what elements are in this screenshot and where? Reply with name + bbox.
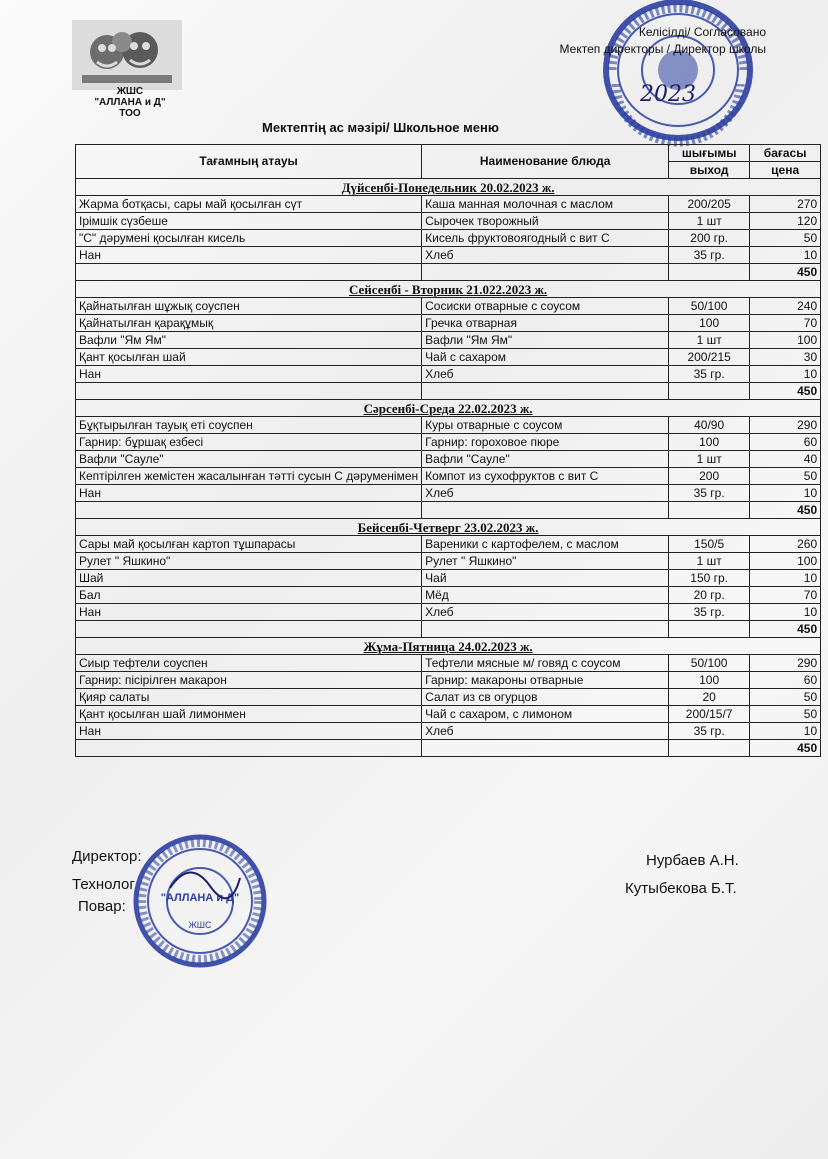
- day-total: 450: [750, 740, 821, 757]
- dish-name-kz: Ірімшік сүзбеше: [76, 213, 422, 230]
- dish-name-kz: Нан: [76, 485, 422, 502]
- dish-name-kz: Қайнатылған шұжық соуспен: [76, 298, 422, 315]
- day-title: Бейсенбі-Четверг 23.02.2023 ж.: [76, 519, 821, 536]
- menu-item-row: [76, 706, 821, 723]
- menu-item-row: [76, 689, 821, 706]
- total-blank-3: [669, 502, 750, 519]
- total-blank-1: [76, 383, 422, 400]
- menu-item-row: [76, 196, 821, 213]
- dish-yield: 35 гр.: [669, 366, 750, 383]
- dish-name-kz: Гарнир: пісірілген макарон: [76, 672, 422, 689]
- day-header-row: [76, 638, 821, 655]
- dish-name-ru: Вафли "Ям Ям": [422, 332, 669, 349]
- technolog-name: Кутыбекова Б.Т.: [625, 880, 737, 897]
- dish-yield: 100: [669, 434, 750, 451]
- dish-price: 10: [750, 247, 821, 264]
- menu-item-row: [76, 213, 821, 230]
- approval-block: [560, 24, 766, 58]
- col-price-kz: бағасы: [750, 145, 821, 162]
- menu-item-row: [76, 230, 821, 247]
- dish-name-ru: Мёд: [422, 587, 669, 604]
- dish-yield: 50/100: [669, 655, 750, 672]
- dish-name-ru: Кисель фруктовоягодный с вит С: [422, 230, 669, 247]
- menu-table: [75, 144, 821, 757]
- total-blank-1: [76, 502, 422, 519]
- dish-yield: 200 гр.: [669, 230, 750, 247]
- day-header-row: [76, 179, 821, 196]
- col-ru-name: Наименование блюда: [422, 145, 669, 179]
- total-blank-2: [422, 502, 669, 519]
- menu-item-row: [76, 315, 821, 332]
- menu-item-row: [76, 247, 821, 264]
- total-blank-1: [76, 264, 422, 281]
- menu-item-row: [76, 468, 821, 485]
- dish-name-kz: Вафли "Сауле": [76, 451, 422, 468]
- col-yield-ru: выход: [669, 162, 750, 179]
- day-title: Жұма-Пятница 24.02.2023 ж.: [76, 638, 821, 655]
- dish-name-kz: "С" дәрумені қосылған кисель: [76, 230, 422, 247]
- dish-yield: 200: [669, 468, 750, 485]
- total-blank-3: [669, 383, 750, 400]
- dish-name-ru: Куры отварные с соусом: [422, 417, 669, 434]
- dish-name-kz: Нан: [76, 366, 422, 383]
- dish-name-kz: Нан: [76, 247, 422, 264]
- dish-price: 10: [750, 604, 821, 621]
- day-total-row: [76, 621, 821, 638]
- dish-name-ru: Салат из св огурцов: [422, 689, 669, 706]
- dish-price: 70: [750, 315, 821, 332]
- total-blank-2: [422, 383, 669, 400]
- dish-name-ru: Чай с сахаром, с лимоном: [422, 706, 669, 723]
- company-logo: [72, 20, 182, 90]
- dish-price: 60: [750, 672, 821, 689]
- dish-name-kz: Қайнатылған қарақұмық: [76, 315, 422, 332]
- dish-name-kz: Бал: [76, 587, 422, 604]
- dish-yield: 200/15/7: [669, 706, 750, 723]
- total-blank-2: [422, 740, 669, 757]
- dish-name-ru: Компот из сухофруктов с вит С: [422, 468, 669, 485]
- dish-yield: 35 гр.: [669, 485, 750, 502]
- dish-name-kz: Қант қосылған шай лимонмен: [76, 706, 422, 723]
- dish-name-ru: Хлеб: [422, 247, 669, 264]
- day-title: Дүйсенбі-Понедельник 20.02.2023 ж.: [76, 179, 821, 196]
- dish-yield: 20 гр.: [669, 587, 750, 604]
- dish-name-ru: Рулет " Яшкино": [422, 553, 669, 570]
- technolog-label: Технолог: [72, 876, 135, 893]
- dish-yield: 200/205: [669, 196, 750, 213]
- menu-item-row: [76, 332, 821, 349]
- menu-item-row: [76, 536, 821, 553]
- dish-name-ru: Хлеб: [422, 485, 669, 502]
- dish-name-ru: Чай: [422, 570, 669, 587]
- dish-name-kz: Жарма ботқасы, сары май қосылған сүт: [76, 196, 422, 213]
- dish-name-kz: Рулет " Яшкино": [76, 553, 422, 570]
- dish-name-ru: Вареники с картофелем, с маслом: [422, 536, 669, 553]
- menu-item-row: [76, 298, 821, 315]
- dish-name-ru: Вафли "Сауле": [422, 451, 669, 468]
- dish-price: 60: [750, 434, 821, 451]
- day-total-row: [76, 383, 821, 400]
- dish-price: 10: [750, 723, 821, 740]
- menu-item-row: [76, 655, 821, 672]
- logo-caption: [70, 86, 190, 119]
- day-title: Сәрсенбі-Среда 22.02.2023 ж.: [76, 400, 821, 417]
- total-blank-1: [76, 740, 422, 757]
- dish-name-kz: Сиыр тефтели соуспен: [76, 655, 422, 672]
- menu-item-row: [76, 434, 821, 451]
- signature-date: 2023: [640, 82, 696, 107]
- dish-name-kz: Қант қосылған шай: [76, 349, 422, 366]
- day-total-row: [76, 264, 821, 281]
- dish-yield: 100: [669, 672, 750, 689]
- dish-price: 120: [750, 213, 821, 230]
- dish-yield: 150 гр.: [669, 570, 750, 587]
- cook-label: Повар:: [78, 898, 126, 915]
- menu-item-row: [76, 417, 821, 434]
- dish-name-kz: Қияр салаты: [76, 689, 422, 706]
- dish-yield: 100: [669, 315, 750, 332]
- col-price-ru: цена: [750, 162, 821, 179]
- dish-name-ru: Хлеб: [422, 723, 669, 740]
- dish-name-ru: Каша манная молочная с маслом: [422, 196, 669, 213]
- dish-yield: 50/100: [669, 298, 750, 315]
- total-blank-3: [669, 740, 750, 757]
- table-header-row: [76, 145, 821, 162]
- dish-yield: 200/215: [669, 349, 750, 366]
- col-yield-kz: шығымы: [669, 145, 750, 162]
- dish-name-ru: Чай с сахаром: [422, 349, 669, 366]
- dish-price: 50: [750, 689, 821, 706]
- dish-price: 270: [750, 196, 821, 213]
- day-header-row: [76, 400, 821, 417]
- company-stamp-bottom: [130, 828, 270, 974]
- dish-name-ru: Сырочек творожный: [422, 213, 669, 230]
- dish-price: 50: [750, 230, 821, 247]
- dish-name-kz: Сары май қосылған картоп тұшпарасы: [76, 536, 422, 553]
- day-total: 450: [750, 264, 821, 281]
- dish-price: 290: [750, 655, 821, 672]
- dish-price: 50: [750, 468, 821, 485]
- dish-yield: 35 гр.: [669, 604, 750, 621]
- day-total-row: [76, 740, 821, 757]
- dish-yield: 1 шт: [669, 213, 750, 230]
- stamp-company-org: ЖШС: [188, 920, 212, 930]
- dish-yield: 40/90: [669, 417, 750, 434]
- logo-form: ТОО: [119, 108, 141, 119]
- total-blank-3: [669, 621, 750, 638]
- approval-line-2: Мектеп директоры / Директор школы: [559, 42, 766, 56]
- day-header-row: [76, 519, 821, 536]
- stamp-company-name: "АЛЛАНА и Д": [160, 892, 240, 904]
- dish-price: 30: [750, 349, 821, 366]
- dish-name-kz: Нан: [76, 604, 422, 621]
- dish-name-ru: Гречка отварная: [422, 315, 669, 332]
- dish-price: 100: [750, 553, 821, 570]
- menu-item-row: [76, 723, 821, 740]
- menu-item-row: [76, 451, 821, 468]
- approval-line-1: Келісілді/ Согласовано: [638, 25, 766, 39]
- dish-price: 10: [750, 485, 821, 502]
- dish-name-kz: Нан: [76, 723, 422, 740]
- dish-name-kz: Вафли "Ям Ям": [76, 332, 422, 349]
- menu-item-row: [76, 604, 821, 621]
- page-title: Мектептің ас мәзірі/ Школьное меню: [262, 120, 499, 135]
- day-total: 450: [750, 383, 821, 400]
- dish-yield: 1 шт: [669, 451, 750, 468]
- menu-item-row: [76, 366, 821, 383]
- dish-yield: 20: [669, 689, 750, 706]
- dish-name-ru: Гарнир: макароны отварные: [422, 672, 669, 689]
- dish-price: 70: [750, 587, 821, 604]
- menu-item-row: [76, 485, 821, 502]
- dish-yield: 1 шт: [669, 553, 750, 570]
- dish-price: 10: [750, 366, 821, 383]
- menu-item-row: [76, 587, 821, 604]
- dish-yield: 150/5: [669, 536, 750, 553]
- dish-price: 10: [750, 570, 821, 587]
- dish-price: 240: [750, 298, 821, 315]
- day-total-row: [76, 502, 821, 519]
- logo-name: "АЛЛАНА и Д": [94, 97, 166, 108]
- menu-item-row: [76, 553, 821, 570]
- dish-name-ru: Тефтели мясные м/ говяд с соусом: [422, 655, 669, 672]
- dish-price: 40: [750, 451, 821, 468]
- total-blank-2: [422, 264, 669, 281]
- total-blank-1: [76, 621, 422, 638]
- dish-yield: 1 шт: [669, 332, 750, 349]
- total-blank-2: [422, 621, 669, 638]
- dish-name-kz: Кептірілген жемістен жасалынған тәтті сусын С дәруменімен: [76, 468, 422, 485]
- dish-yield: 35 гр.: [669, 247, 750, 264]
- dish-name-kz: Бұқтырылған тауық еті соуспен: [76, 417, 422, 434]
- menu-item-row: [76, 570, 821, 587]
- dish-price: 50: [750, 706, 821, 723]
- day-title: Сейсенбі - Вторник 21.022.2023 ж.: [76, 281, 821, 298]
- menu-item-row: [76, 672, 821, 689]
- dish-name-ru: Гарнир: гороховое пюре: [422, 434, 669, 451]
- dish-name-ru: Сосиски отварные с соусом: [422, 298, 669, 315]
- school-stamp-top: [598, 0, 758, 150]
- day-total: 450: [750, 502, 821, 519]
- dish-name-kz: Шай: [76, 570, 422, 587]
- director-label: Директор:: [72, 848, 142, 865]
- day-total: 450: [750, 621, 821, 638]
- dish-name-kz: Гарнир: бұршақ езбесі: [76, 434, 422, 451]
- director-name: Нурбаев А.Н.: [646, 852, 739, 869]
- dish-price: 290: [750, 417, 821, 434]
- day-header-row: [76, 281, 821, 298]
- logo-org: ЖШС: [116, 86, 144, 97]
- dish-name-ru: Хлеб: [422, 366, 669, 383]
- dish-price: 260: [750, 536, 821, 553]
- total-blank-3: [669, 264, 750, 281]
- col-kz-name: Тағамның атауы: [76, 145, 422, 179]
- dish-name-ru: Хлеб: [422, 604, 669, 621]
- menu-item-row: [76, 349, 821, 366]
- dish-price: 100: [750, 332, 821, 349]
- dish-yield: 35 гр.: [669, 723, 750, 740]
